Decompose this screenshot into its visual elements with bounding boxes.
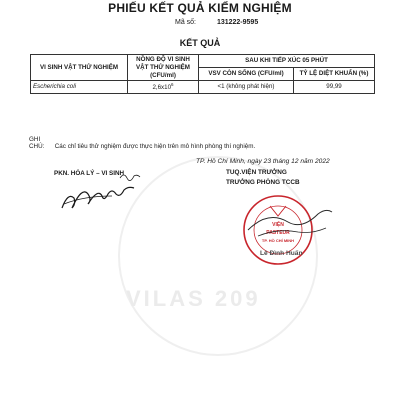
result-table — [30, 54, 375, 94]
authority-line-2: TRƯỞNG PHÒNG TCCB — [226, 179, 300, 186]
result-heading: KẾT QUẢ — [179, 38, 221, 48]
note-label: GHI CHÚ: — [29, 136, 45, 150]
place-date: TP. Hồ Chí Minh, ngày 23 tháng 12 năm 2022 — [196, 158, 330, 165]
cell-organism: Escherichia coli — [31, 81, 128, 94]
code-value: 131222-9595 — [216, 19, 259, 26]
note-text: Các chỉ tiêu thử nghiệm được thực hiện trên mô hình phòng thí nghiệm. — [54, 143, 256, 150]
seal-line-3: TP. HỒ CHÍ MINH — [261, 238, 295, 243]
concentration-base: 2,6x10 — [152, 84, 172, 92]
cell-concentration — [128, 81, 199, 94]
header-surviving: VSV CÒN SỐNG (CFU/ml) — [199, 68, 294, 81]
watermark-text: VILAS 209 — [126, 286, 261, 311]
header-after-contact: SAU KHI TIẾP XÚC 05 PHÚT — [199, 55, 375, 68]
header-organism: VI SINH VẬT THỬ NGHIỆM — [31, 55, 128, 81]
authority-line-1: TUQ.VIỆN TRƯỞNG — [226, 169, 287, 176]
signer-name: Lê Đình Huấn — [260, 250, 303, 257]
code-label: Mã số: — [175, 19, 197, 26]
concentration-exponent: 6 — [171, 82, 174, 88]
cell-kill-rate: 99,99 — [294, 81, 375, 94]
cell-surviving: <1 (không phát hiện) — [199, 81, 294, 94]
director-signature — [238, 200, 338, 246]
header-concentration: NỒNG ĐỘ VI SINH VẬT THỬ NGHIỆM (CFU/ml) — [128, 55, 199, 81]
seal-line-1: VIỆN — [272, 222, 284, 228]
table-row — [31, 81, 375, 94]
seal-line-2: PASTEUR — [266, 230, 290, 236]
code-row — [175, 19, 258, 26]
lab-name: PKN. HÓA LÝ – VI SINH — [54, 170, 125, 177]
lab-head-signature — [58, 178, 138, 214]
header-kill-rate: TỶ LỆ DIỆT KHUẨN (%) — [294, 68, 375, 81]
note — [29, 136, 255, 150]
page-title: PHIẾU KẾT QUẢ KIỂM NGHIỆM — [108, 1, 292, 15]
